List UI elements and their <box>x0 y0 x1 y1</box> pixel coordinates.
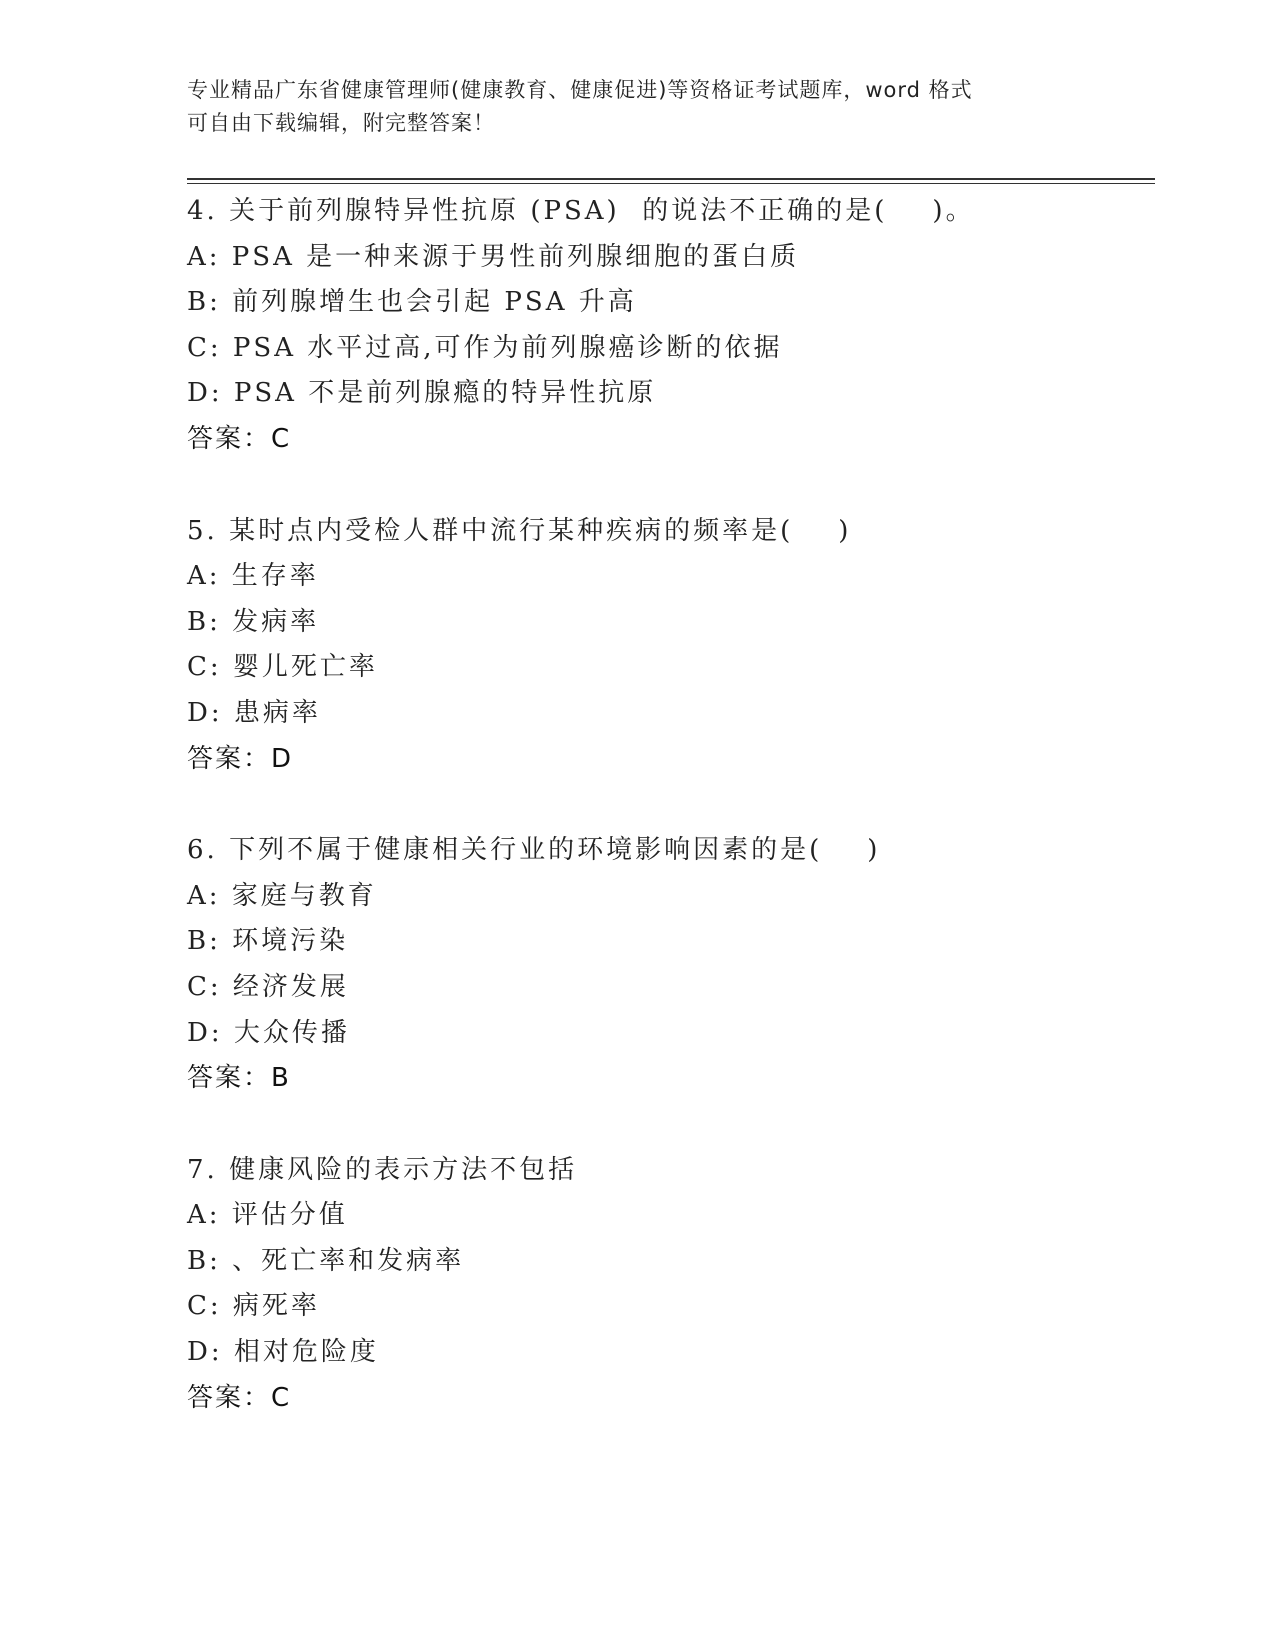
option-c: C: 经济发展 <box>187 971 349 1002</box>
question-stem: 7. 健康风险的表示方法不包括 <box>187 1154 578 1185</box>
question-stem: 5. 某时点内受检人群中流行某种疾病的频率是( ) <box>187 515 852 546</box>
option-d: D: 大众传播 <box>187 1017 350 1048</box>
page-header <box>187 74 1087 140</box>
option-c: C: 婴儿死亡率 <box>187 652 378 683</box>
option-d: D: PSA 不是前列腺瘾的特异性抗原 <box>187 378 657 409</box>
question-5 <box>187 509 1147 783</box>
option-b: B: 前列腺增生也会引起 PSA 升高 <box>187 287 637 318</box>
answer-key: 答案：C <box>187 1382 292 1413</box>
option-a: A: 家庭与教育 <box>187 880 377 911</box>
option-b: B: 环境污染 <box>187 926 349 957</box>
option-c: C: 病死率 <box>187 1291 320 1322</box>
header-divider <box>187 178 1155 184</box>
question-stem: 6. 下列不属于健康相关行业的环境影响因素的是( ) <box>187 835 881 866</box>
option-c: C: PSA 水平过高,可作为前列腺癌诊断的依据 <box>187 332 783 363</box>
question-7 <box>187 1148 1147 1422</box>
option-a: A: 评估分值 <box>187 1200 348 1231</box>
option-d: D: 相对危险度 <box>187 1337 379 1368</box>
question-list <box>187 189 1147 1467</box>
option-b: B: 、死亡率和发病率 <box>187 1245 465 1276</box>
option-d: D: 患病率 <box>187 697 321 728</box>
option-b: B: 发病率 <box>187 606 320 637</box>
question-4 <box>187 189 1147 463</box>
answer-key: 答案：B <box>187 1063 291 1094</box>
header-line-1: 专业精品广东省健康管理师(健康教育、健康促进)等资格证考试题库，word 格式 <box>187 78 973 102</box>
question-6 <box>187 828 1147 1102</box>
question-stem: 4. 关于前列腺特异性抗原 (PSA) 的说法不正确的是( )。 <box>187 196 975 226</box>
header-line-2: 可自由下载编辑，附完整答案！ <box>187 111 495 135</box>
option-a: A: 生存率 <box>187 561 319 592</box>
answer-key: 答案：C <box>187 423 292 454</box>
option-a: A: PSA 是一种来源于男性前列腺细胞的蛋白质 <box>187 241 800 272</box>
answer-key: 答案：D <box>187 743 294 774</box>
